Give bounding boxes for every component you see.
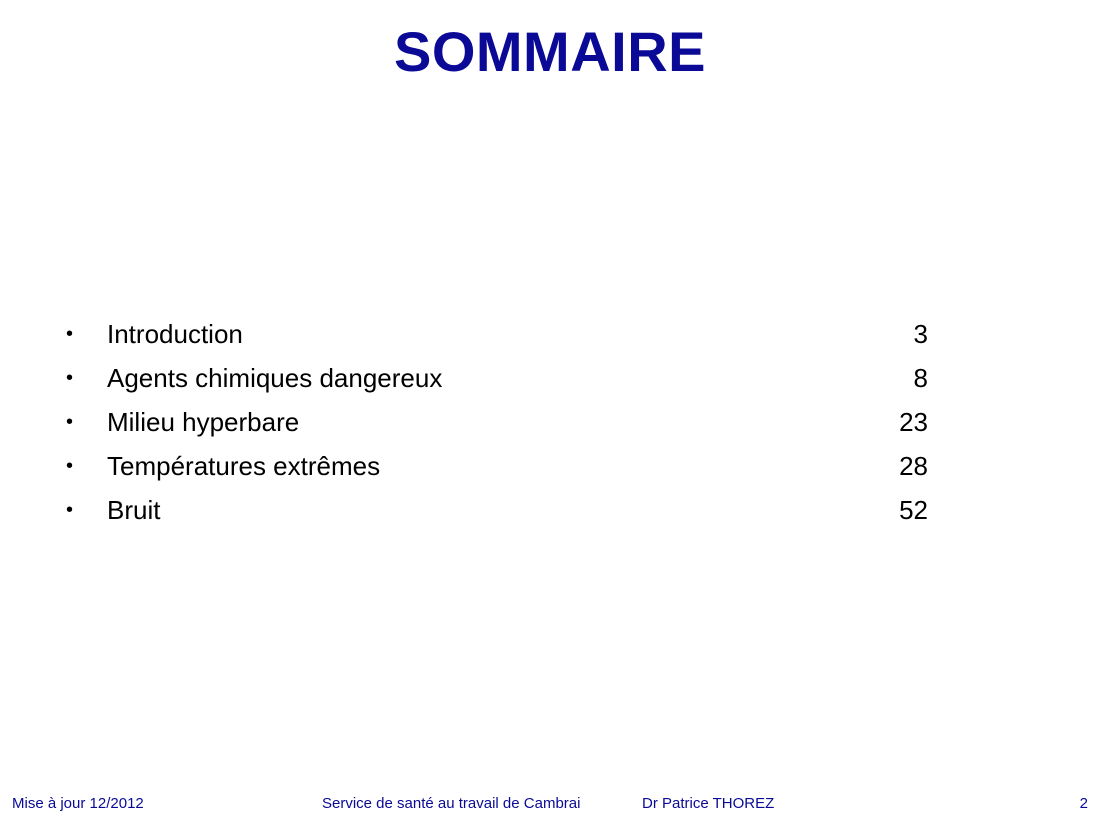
- toc-item-page-number: 52: [899, 495, 928, 525]
- footer-slide-number: 2: [1079, 795, 1088, 812]
- bullet-icon: •: [66, 455, 74, 477]
- bullet-icon: •: [66, 499, 74, 521]
- footer-service-name: Service de santé au travail de Cambrai: [322, 795, 581, 812]
- toc-item-label: Bruit: [107, 495, 161, 525]
- toc-item-introduction: [60, 312, 932, 356]
- footer-update-date: Mise à jour 12/2012: [12, 795, 144, 812]
- bullet-icon: •: [66, 367, 74, 389]
- toc-item-page-number: 8: [913, 363, 928, 393]
- slide-title: SOMMAIRE: [394, 20, 706, 83]
- bullet-icon: •: [66, 323, 74, 345]
- toc-item-label: Températures extrêmes: [107, 451, 381, 481]
- toc-item-page-number: 3: [913, 319, 928, 349]
- toc-item-bruit: [60, 488, 932, 532]
- toc-item-label: Agents chimiques dangereux: [107, 363, 443, 393]
- toc-item-temperatures-extremes: [60, 444, 932, 488]
- table-of-contents: [60, 312, 932, 532]
- toc-item-label: Milieu hyperbare: [107, 407, 300, 437]
- bullet-icon: •: [66, 411, 74, 433]
- toc-item-agents-chimiques: [60, 356, 932, 400]
- toc-item-label: Introduction: [107, 319, 243, 349]
- toc-item-page-number: 28: [899, 451, 928, 481]
- footer-author: Dr Patrice THOREZ: [642, 795, 775, 812]
- toc-item-milieu-hyperbare: [60, 400, 932, 444]
- toc-item-page-number: 23: [899, 407, 928, 437]
